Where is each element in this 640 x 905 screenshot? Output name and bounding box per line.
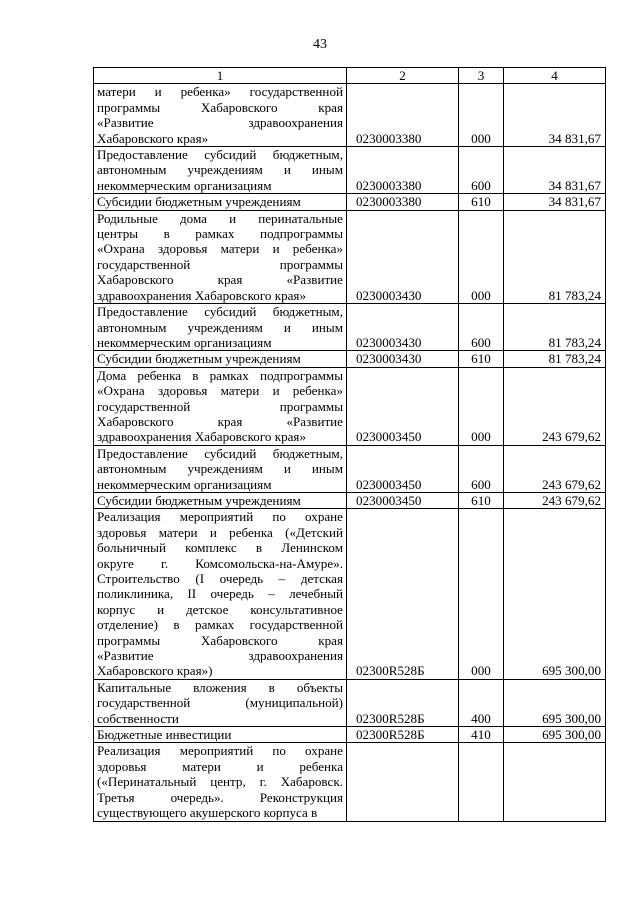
description-line: «Охрана здоровья матери и ребенка» (97, 241, 343, 257)
row-code: 0230003380 (347, 84, 459, 147)
table-row (94, 194, 606, 210)
row-amount: 34 831,67 (504, 194, 606, 210)
row-description (94, 210, 347, 303)
description-line: Субсидии бюджетным учреждениям (97, 351, 301, 367)
description-line: отделение) в рамках государственной (97, 617, 343, 633)
row-amount: 695 300,00 (504, 679, 606, 726)
table-row (94, 679, 606, 726)
row-description (94, 743, 347, 821)
description-line: некоммерческим организациям (97, 476, 272, 492)
description-line: государственной программы (97, 256, 343, 272)
row-description (94, 147, 347, 194)
description-line: Реализация мероприятий по охране (97, 743, 343, 759)
description-line: здоровья матери и ребенка (97, 758, 343, 774)
description-line: Хабаровского края «Развитие (97, 272, 343, 288)
description-line: «Развитие здравоохранения (97, 115, 343, 131)
header-col-2: 2 (347, 68, 459, 84)
description-line: Хабаровского края») (97, 663, 213, 679)
header-col-4: 4 (504, 68, 606, 84)
row-type-code: 610 (459, 194, 504, 210)
row-type-code: 000 (459, 367, 504, 445)
row-description (94, 679, 347, 726)
row-description (94, 727, 347, 743)
description-line: программы Хабаровского края (97, 99, 343, 115)
description-line: Бюджетные инвестиции (97, 727, 232, 743)
row-description (94, 351, 347, 367)
row-description (94, 509, 347, 679)
row-amount: 81 783,24 (504, 210, 606, 303)
row-type-code: 600 (459, 304, 504, 351)
description-line: Строительство (I очередь – детская (97, 571, 343, 586)
row-type-code: 610 (459, 492, 504, 508)
row-code: 0230003450 (347, 367, 459, 445)
description-line: программы Хабаровского края (97, 632, 343, 648)
description-line: («Перинатальный центр, г. Хабаровск. (97, 774, 343, 790)
table-row (94, 509, 606, 679)
table-row (94, 727, 606, 743)
row-type-code: 600 (459, 445, 504, 492)
row-type-code: 410 (459, 727, 504, 743)
description-line: «Охрана здоровья матери и ребенка» (97, 383, 343, 399)
row-type-code: 000 (459, 210, 504, 303)
row-type-code: 000 (459, 84, 504, 147)
description-line: округе г. Комсомольска-на-Амуре». (97, 555, 343, 571)
description-line: поликлиника, II очередь – лечебный (97, 586, 343, 602)
table-row (94, 743, 606, 821)
table-header-row (94, 68, 606, 84)
table-row (94, 351, 606, 367)
row-amount: 34 831,67 (504, 84, 606, 147)
table-row (94, 367, 606, 445)
description-line: Хабаровского края» (97, 130, 209, 146)
row-code: 0230003380 (347, 194, 459, 210)
row-amount: 34 831,67 (504, 147, 606, 194)
description-line: Субсидии бюджетным учреждениям (97, 194, 301, 210)
description-line: корпус и детское консультативное (97, 601, 343, 617)
description-line: Хабаровского края «Развитие (97, 413, 343, 429)
description-line: некоммерческим организациям (97, 334, 272, 350)
row-amount: 695 300,00 (504, 727, 606, 743)
row-description (94, 492, 347, 508)
table-row (94, 210, 606, 303)
table-row (94, 84, 606, 147)
description-line: центры в рамках подпрограммы (97, 226, 343, 242)
description-line: автономным учреждениям и иным (97, 319, 343, 335)
description-line: «Развитие здравоохранения (97, 648, 343, 664)
row-code: 02300R528Б (347, 509, 459, 679)
description-line: здравоохранения Хабаровского края» (97, 287, 307, 303)
row-description (94, 194, 347, 210)
row-type-code: 600 (459, 147, 504, 194)
row-code: 0230003430 (347, 351, 459, 367)
description-line: Предоставление субсидий бюджетным, (97, 147, 343, 163)
row-amount: 243 679,62 (504, 492, 606, 508)
description-line: Субсидии бюджетным учреждениям (97, 492, 301, 508)
description-line: автономным учреждениям и иным (97, 461, 343, 477)
table-row (94, 492, 606, 508)
description-line: Предоставление субсидий бюджетным, (97, 445, 343, 461)
row-description (94, 304, 347, 351)
table-row (94, 147, 606, 194)
description-line: Капитальные вложения в объекты (97, 679, 343, 695)
header-col-1: 1 (94, 68, 347, 84)
description-line: здоровья матери и ребенка («Детский (97, 524, 343, 540)
page-number: 43 (313, 37, 327, 52)
header-col-3: 3 (459, 68, 504, 84)
row-amount: 243 679,62 (504, 367, 606, 445)
row-type-code: 000 (459, 509, 504, 679)
row-code (347, 743, 459, 821)
row-code: 0230003380 (347, 147, 459, 194)
description-line: Третья очередь». Реконструкция (97, 789, 343, 805)
description-line: матери и ребенка» государственной (97, 84, 343, 100)
row-type-code: 400 (459, 679, 504, 726)
table-row (94, 445, 606, 492)
row-type-code (459, 743, 504, 821)
description-line: некоммерческим организациям (97, 177, 272, 193)
row-amount: 243 679,62 (504, 445, 606, 492)
description-line: Реализация мероприятий по охране (97, 509, 343, 525)
description-line: автономным учреждениям и иным (97, 162, 343, 178)
table-row (94, 304, 606, 351)
row-amount (504, 743, 606, 821)
row-description (94, 367, 347, 445)
budget-table (93, 67, 606, 822)
row-code: 02300R528Б (347, 727, 459, 743)
row-amount: 81 783,24 (504, 351, 606, 367)
row-code: 02300R528Б (347, 679, 459, 726)
description-line: больничный комплекс в Ленинском (97, 540, 343, 556)
description-line: государственной программы (97, 398, 343, 414)
description-line: Родильные дома и перинатальные (97, 210, 343, 226)
row-amount: 695 300,00 (504, 509, 606, 679)
row-description (94, 445, 347, 492)
row-code: 0230003450 (347, 492, 459, 508)
row-code: 0230003450 (347, 445, 459, 492)
description-line: собственности (97, 710, 179, 726)
row-amount: 81 783,24 (504, 304, 606, 351)
description-line: государственной (муниципальной) (97, 695, 343, 711)
row-description (94, 84, 347, 147)
description-line: здравоохранения Хабаровского края» (97, 429, 307, 445)
row-code: 0230003430 (347, 210, 459, 303)
description-line: Дома ребенка в рамках подпрограммы (97, 367, 343, 383)
description-line: Предоставление субсидий бюджетным, (97, 304, 343, 320)
row-code: 0230003430 (347, 304, 459, 351)
description-line: существующего акушерского корпуса в (97, 805, 318, 821)
row-type-code: 610 (459, 351, 504, 367)
